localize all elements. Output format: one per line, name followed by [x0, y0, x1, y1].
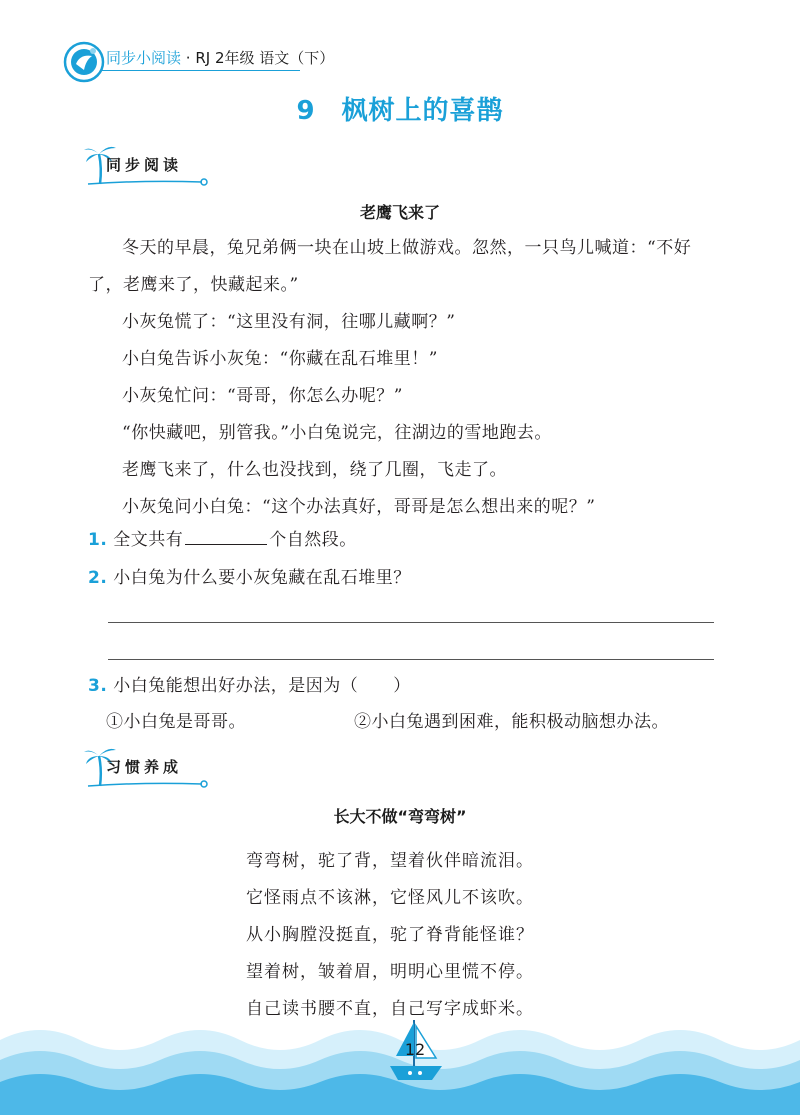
lesson-title-text: 枫树上的喜鹊 — [341, 96, 504, 126]
section-badge-label: 习惯养成 — [106, 758, 183, 776]
story-body — [88, 230, 718, 526]
lesson-title — [0, 90, 800, 127]
story-paragraph: “你快藏吧，别管我。”小白兔说完，往湖边的雪地跑去。 — [122, 423, 552, 443]
section-badge-habit — [84, 742, 214, 792]
story-paragraph: 小灰兔问小白兔：“这个办法真好，哥哥是怎么想出来的呢？” — [122, 497, 596, 517]
answer-blank[interactable] — [185, 526, 267, 545]
section-badge-reading — [84, 140, 214, 190]
poem-title: 长大不做“弯弯树” — [333, 807, 467, 826]
question-text: 个自然段。 — [269, 530, 357, 550]
header-dot: · — [185, 49, 191, 67]
option-2[interactable]: ②小白兔遇到困难，能积极动脑想办法。 — [354, 712, 669, 732]
header-series-name: 同步小阅读 — [106, 49, 182, 67]
story-paragraph: 冬天的早晨，兔兄弟俩一块在山坡上做游戏。忽然，一只鸟儿喊道：“不好了，老鹰来了，快藏起来。” — [88, 238, 692, 295]
header-series — [106, 47, 334, 68]
section-badge-label: 同步阅读 — [106, 156, 183, 174]
question-number: 2. — [88, 568, 108, 588]
poem-line: 弯弯树，驼了背，望着伙伴暗流泪。 — [246, 851, 534, 871]
header-meta: RJ 2年级 语文（下） — [195, 49, 335, 67]
poem-line: 望着树，皱着眉，明明心里慌不停。 — [246, 962, 534, 982]
answer-line[interactable] — [108, 622, 714, 623]
question-number: 1. — [88, 530, 108, 550]
poem-line: 它怪雨点不该淋，它怪风儿不该吹。 — [246, 888, 534, 908]
question-1 — [88, 522, 718, 559]
page-number: 12 — [404, 1040, 426, 1059]
poem-line: 自己读书腰不直，自己写字成虾米。 — [246, 999, 534, 1019]
series-logo-icon — [62, 40, 106, 84]
answer-line[interactable] — [108, 659, 714, 660]
question-text: 小白兔能想出好办法，是因为（ ） — [113, 676, 411, 696]
question-text: 小白兔为什么要小灰兔藏在乱石堆里？ — [113, 568, 411, 588]
question-2 — [88, 560, 718, 597]
header-underline — [100, 70, 300, 71]
question-3-option-2 — [354, 704, 734, 741]
story-paragraph: 老鹰飞来了，什么也没找到，绕了几圈，飞走了。 — [122, 460, 507, 480]
story-paragraph: 小灰兔慌了：“这里没有洞，往哪儿藏啊？” — [122, 312, 456, 332]
question-3 — [88, 668, 718, 705]
question-number: 3. — [88, 676, 108, 696]
story-paragraph: 小白兔告诉小灰兔：“你藏在乱石堆里！” — [122, 349, 438, 369]
story-title: 老鹰飞来了 — [359, 203, 440, 222]
question-text: 全文共有 — [113, 530, 184, 550]
poem-line: 从小胸膛没挺直，驼了脊背能怪谁？ — [246, 925, 534, 945]
option-1[interactable]: ①小白兔是哥哥。 — [106, 712, 246, 732]
lesson-number: 9 — [296, 96, 316, 126]
story-paragraph: 小灰兔忙问：“哥哥，你怎么办呢？” — [122, 386, 403, 406]
